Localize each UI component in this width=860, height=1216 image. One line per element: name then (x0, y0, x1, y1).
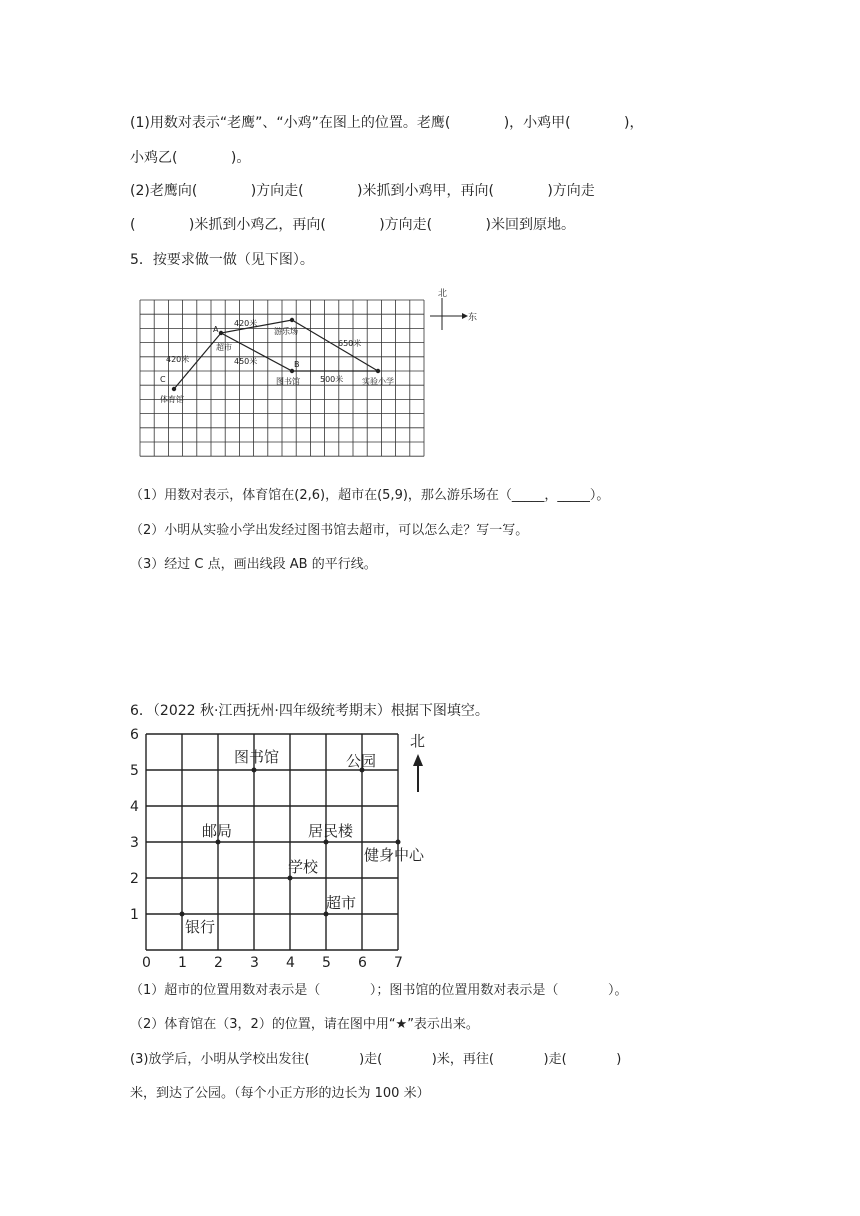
q5-dist-park-school: 650米 (338, 339, 362, 348)
q6-heading: 6．（2022 秋·江西抚州·四年级统考期末）根据下图填空。 (130, 703, 489, 719)
q6-place-dot (216, 840, 221, 845)
q5-compass-east: 东 (468, 313, 478, 323)
q6-x-tick: 5 (322, 955, 331, 971)
q6-place-dot (288, 876, 293, 881)
q6-place-label: 学校 (288, 858, 319, 876)
q6-x-tick: 1 (178, 955, 187, 971)
q5-compass-north: 北 (438, 289, 448, 299)
q5-point-c (172, 387, 176, 391)
q5-heading: 5．按要求做一做（见下图）。 (130, 252, 314, 268)
q5-label-school-name: 实验小学 (362, 377, 394, 386)
q6-place-label: 超市 (326, 894, 357, 912)
q5-dist-c-a: 420米 (166, 355, 190, 364)
q6-place-label: 居民楼 (308, 822, 354, 840)
q6-x-tick: 6 (358, 955, 367, 971)
q6-place-label: 公园 (346, 752, 377, 770)
q4-part2-line1: (2)老鹰向( )方向走( )米抓到小鸡甲，再向( )方向走 (130, 183, 595, 199)
q6-y-tick: 2 (130, 871, 139, 887)
q6-sub2: （2）体育馆在（3，2）的位置，请在图中用“★”表示出来。 (130, 1017, 479, 1032)
q6-x-tick: 7 (394, 955, 403, 971)
q6-sub3-line1: (3)放学后，小明从学校出发往( )走( )米，再往( )走( ) (130, 1052, 622, 1067)
q6-y-tick: 5 (130, 763, 139, 779)
q5-point-park (290, 318, 294, 322)
q5-label-b-key: B (294, 360, 300, 369)
q6-x-tick: 4 (286, 955, 295, 971)
q6-y-tick: 1 (130, 907, 139, 923)
q6-place-label: 图书馆 (234, 748, 280, 766)
q6-y-tick: 4 (130, 799, 139, 815)
q6-place-dot (180, 912, 185, 917)
q6-x-tick: 3 (250, 955, 259, 971)
q4-part2-line2: ( )米抓到小鸡乙，再向( )方向走( )米回到原地。 (130, 217, 575, 233)
q6-x-tick: 2 (214, 955, 223, 971)
q5-dist-a-b: 450米 (234, 357, 258, 366)
q5-label-b-name: 图书馆 (276, 377, 300, 386)
q5-sub1: （1）用数对表示，体育馆在(2,6)，超市在(5,9)，那么游乐场在（_____，_____）。 (130, 488, 610, 503)
q5-label-a-name: 超市 (216, 343, 232, 352)
q5-dist-b-school: 500米 (320, 375, 344, 384)
q5-sub3: （3）经过 C 点，画出线段 AB 的平行线。 (130, 557, 377, 572)
q4-part1-line2: 小鸡乙( )。 (130, 150, 251, 166)
q5-dist-a-park: 420米 (234, 319, 258, 328)
q6-place-dot (252, 768, 257, 773)
q5-sub2: （2）小明从实验小学出发经过图书馆去超市，可以怎么走？写一写。 (130, 523, 529, 538)
q6-place-dot (324, 840, 329, 845)
q6-sub1: （1）超市的位置用数对表示是（ ）；图书馆的位置用数对表示是（ ）。 (130, 983, 628, 998)
q6-sub3-line2: 米，到达了公园。（每个小正方形的边长为 100 米） (130, 1086, 430, 1101)
q5-label-c-name: 体育馆 (160, 395, 184, 404)
q6-grid-figure (120, 726, 450, 976)
q5-point-a (219, 331, 223, 335)
q5-label-park-name: 游乐场 (274, 327, 298, 336)
q5-point-school (376, 369, 380, 373)
q6-y-tick: 3 (130, 835, 139, 851)
q5-compass (428, 286, 488, 336)
q5-label-a-key: A (213, 325, 219, 334)
q6-y-tick: 6 (130, 727, 139, 743)
q6-place-label: 健身中心 (364, 846, 425, 864)
q6-place-label: 银行 (185, 918, 216, 936)
q6-place-dot (396, 840, 401, 845)
q6-place-label: 邮局 (202, 822, 233, 840)
q4-part1-line1: (1)用数对表示“老鹰”、“小鸡”在图上的位置。老鹰( )，小鸡甲( )， (130, 115, 644, 131)
q6-north-label: 北 (410, 732, 426, 750)
q6-x-tick: 0 (142, 955, 151, 971)
q5-point-b (290, 369, 294, 373)
q5-label-c-key: C (160, 375, 166, 384)
q6-place-dot (324, 912, 329, 917)
